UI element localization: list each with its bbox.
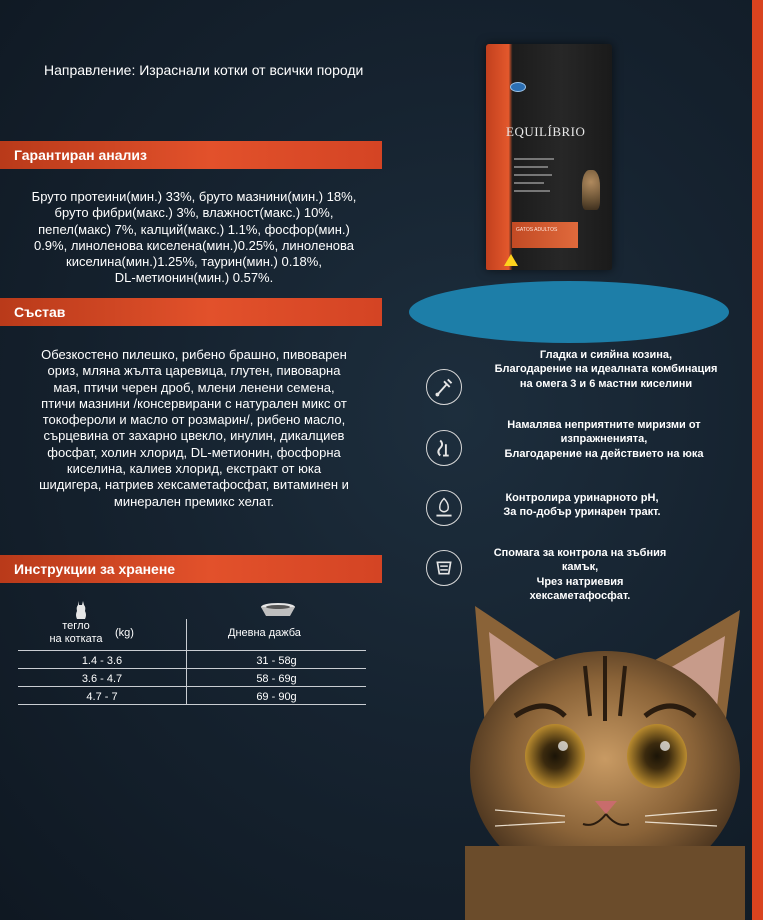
- table-header-daily: Дневна дажба: [228, 627, 301, 639]
- table-divider: [18, 668, 366, 669]
- row-daily: 69 - 90g: [256, 691, 297, 703]
- row-weight: 3.6 - 4.7: [81, 673, 123, 685]
- analysis-heading: Гарантиран анализ: [0, 141, 382, 169]
- dropper-icon: [426, 369, 462, 405]
- bowl-icon: [258, 602, 298, 618]
- table-divider: [18, 686, 366, 687]
- feature-text: Намалява неприятните миризми от изпражненията, Благодарение на действието на юка: [504, 419, 704, 460]
- kitten-image: [455, 596, 755, 920]
- feature-text: Спомага за контрола на зъбния камък, Чрез натриевия хексаметафосфат.: [493, 547, 667, 603]
- odor-icon: [426, 430, 462, 466]
- feature-text: Контролира уринарното pH, За по-добър уринарен тракт.: [503, 492, 661, 519]
- table-divider: [18, 704, 366, 705]
- row-weight: 4.7 - 7: [86, 691, 118, 703]
- composition-heading: Състав: [0, 298, 382, 326]
- composition-text: Обезкостено пилешко, рибено брашно, пивоварен ориз, мляна жълта царевица, глутен, пивоварна мая, птичи черен дроб, млени ленени семена, птичи мазнини /консервирани с натурален микс от токофероли и масло от розмарин/, рибено масло, сърцевина от захарно цвекло, инулин, дикалциев фосфат, холин хлорид, DL-метионин, фосфорна киселина, калиев хлорид, екстракт от юка шидигера, натриев хексаметафосфат, витаминен и минерален премикс хелат.: [39, 347, 349, 509]
- cat-silhouette-icon: [74, 599, 88, 621]
- analysis-text: Бруто протеини(мин.) 33%, бруто мазнини(мин.) 18%, бруто фибри(макс.) 3%, влажност(макс.) 10%, пепел(макс) 7%, калций(макс.) 1.1%, фосфор(мин.) 0.9%, линоленова киселена(мин.)0.25%, линоленова киселина(мин.)1.25%, таурин(мин.) 0.18%, DL-метионин(мин.) 0.57%.: [31, 189, 357, 286]
- bag-label-text: GATOS ADULTOS: [516, 227, 558, 233]
- bag-cat-image: [582, 170, 600, 210]
- direction-text: Направление: Израснали котки от всички породи: [44, 62, 364, 78]
- brand-logo: [510, 82, 526, 92]
- warning-triangle-icon: [504, 254, 518, 266]
- bag-label-band: [512, 222, 578, 248]
- feeding-heading: Инструкции за хранене: [0, 555, 382, 583]
- feature-text: Гладка и сияйна козина, Благодарение на идеалната комбинация на омега 3 и 6 мастни киселини: [494, 349, 718, 390]
- row-daily: 58 - 69g: [256, 673, 297, 685]
- row-weight: 1.4 - 3.6: [81, 655, 123, 667]
- row-daily: 31 - 58g: [256, 655, 297, 667]
- table-header-unit: (kg): [115, 627, 134, 639]
- table-header-weight: тегло на котката: [49, 620, 103, 645]
- product-brand: EQUILÍBRIO: [506, 124, 586, 139]
- table-divider: [18, 650, 366, 651]
- blue-ellipse-banner: [409, 281, 729, 343]
